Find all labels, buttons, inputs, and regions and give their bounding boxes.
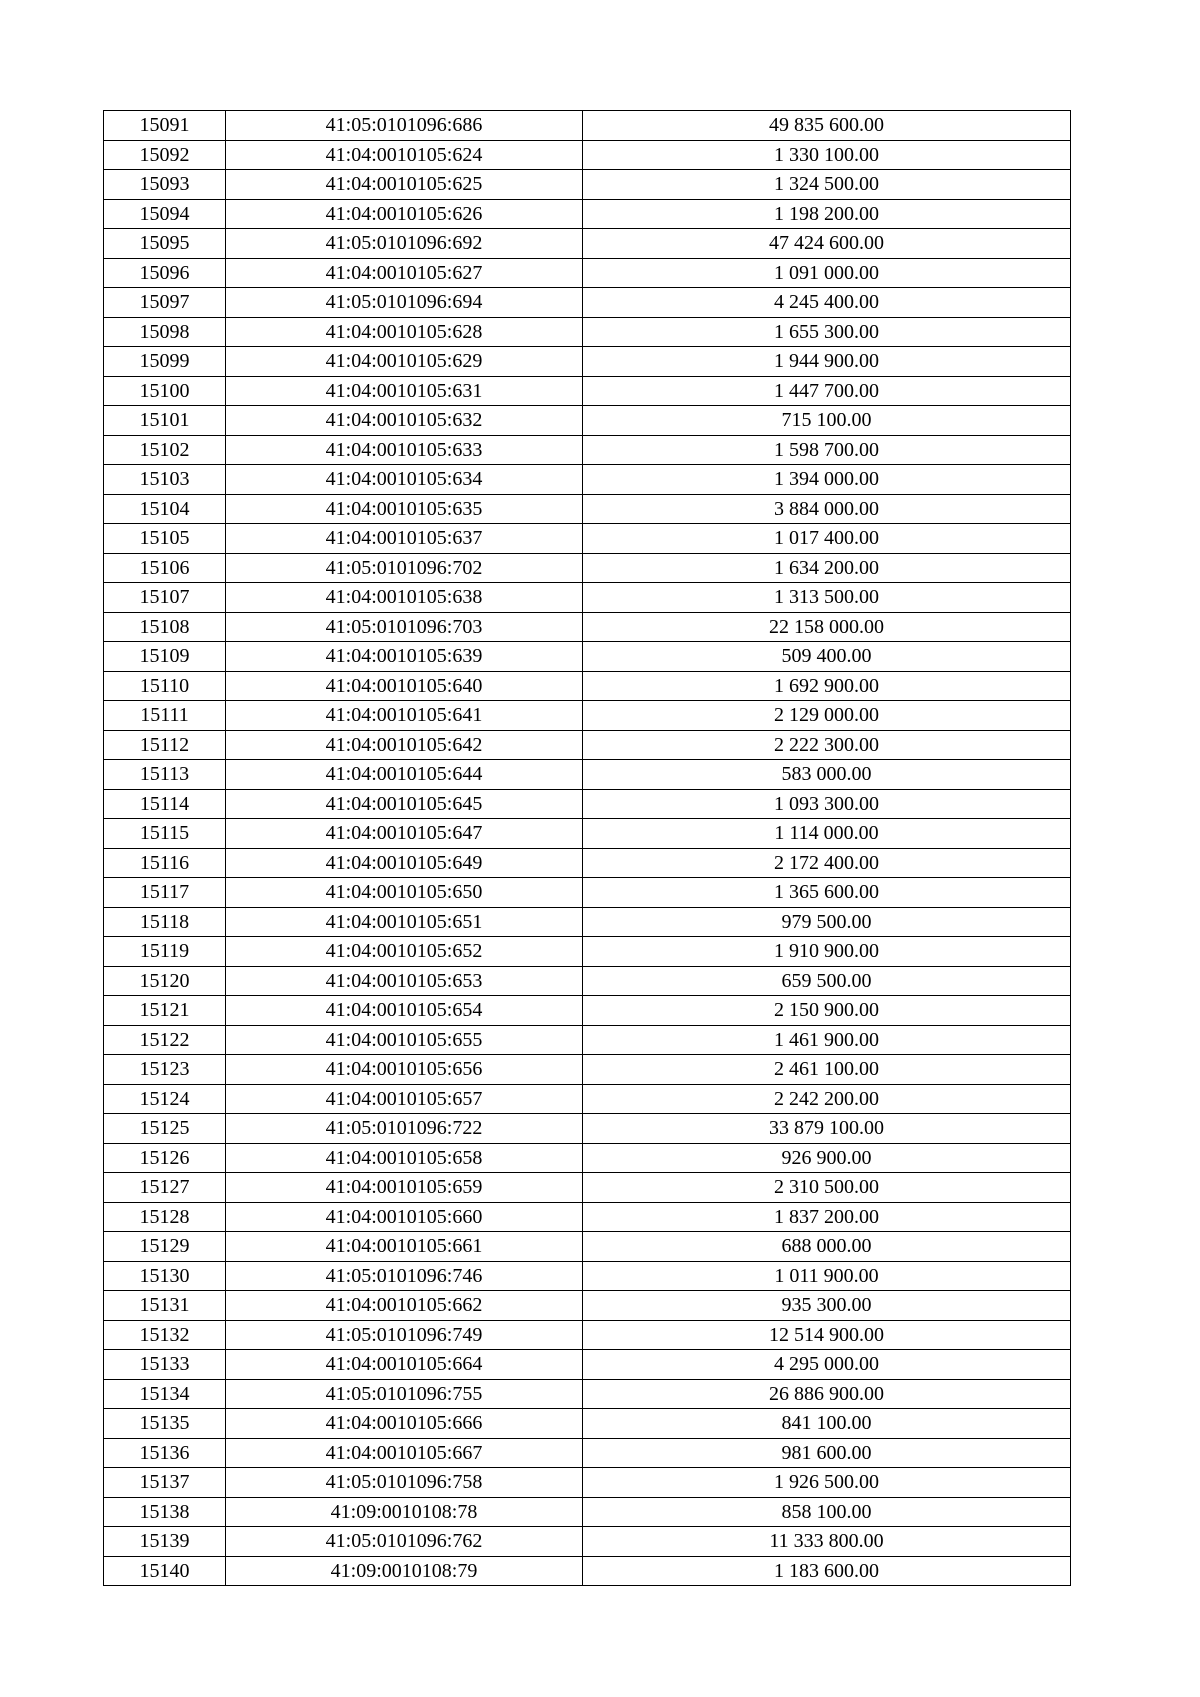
table-row [104,966,1071,996]
cadastral-number-cell: 41:04:0010105:633 [226,435,583,465]
cadastral-value-cell: 935 300.00 [583,1291,1071,1321]
cadastral-number-cell: 41:05:0101096:746 [226,1261,583,1291]
cadastral-number-cell: 41:04:0010105:647 [226,819,583,849]
cadastral-number-cell: 41:04:0010105:629 [226,347,583,377]
row-number-cell: 15091 [104,111,226,141]
row-number-cell: 15099 [104,347,226,377]
table-row [104,1232,1071,1262]
table-row [104,642,1071,672]
cadastral-number-cell: 41:09:0010108:79 [226,1556,583,1586]
cadastral-value-cell: 1 944 900.00 [583,347,1071,377]
cadastral-number-cell: 41:04:0010105:651 [226,907,583,937]
table-row [104,907,1071,937]
table-row [104,140,1071,170]
cadastral-number-cell: 41:05:0101096:755 [226,1379,583,1409]
table-row [104,612,1071,642]
row-number-cell: 15133 [104,1350,226,1380]
row-number-cell: 15121 [104,996,226,1026]
cadastral-number-cell: 41:05:0101096:694 [226,288,583,318]
cadastral-value-cell: 2 150 900.00 [583,996,1071,1026]
cadastral-number-cell: 41:04:0010105:658 [226,1143,583,1173]
cadastral-value-cell: 12 514 900.00 [583,1320,1071,1350]
cadastral-value-cell: 688 000.00 [583,1232,1071,1262]
cadastral-value-cell: 47 424 600.00 [583,229,1071,259]
cadastral-number-cell: 41:04:0010105:641 [226,701,583,731]
table-row [104,229,1071,259]
table-row [104,819,1071,849]
table-row [104,1261,1071,1291]
row-number-cell: 15125 [104,1114,226,1144]
table-row [104,288,1071,318]
row-number-cell: 15115 [104,819,226,849]
row-number-cell: 15116 [104,848,226,878]
cadastral-value-cell: 2 222 300.00 [583,730,1071,760]
row-number-cell: 15113 [104,760,226,790]
table-row [104,937,1071,967]
cadastral-value-cell: 981 600.00 [583,1438,1071,1468]
cadastral-number-cell: 41:04:0010105:649 [226,848,583,878]
cadastral-value-cell: 1 634 200.00 [583,553,1071,583]
row-number-cell: 15118 [104,907,226,937]
cadastral-value-cell: 1 093 300.00 [583,789,1071,819]
cadastral-value-cell: 1 011 900.00 [583,1261,1071,1291]
row-number-cell: 15138 [104,1497,226,1527]
cadastral-value-cell: 715 100.00 [583,406,1071,436]
table-row [104,1084,1071,1114]
table-row [104,996,1071,1026]
cadastral-number-cell: 41:04:0010105:664 [226,1350,583,1380]
cadastral-number-cell: 41:09:0010108:78 [226,1497,583,1527]
table-row [104,406,1071,436]
cadastral-number-cell: 41:04:0010105:662 [226,1291,583,1321]
table-row [104,553,1071,583]
cadastral-value-cell: 2 310 500.00 [583,1173,1071,1203]
cadastral-number-cell: 41:05:0101096:762 [226,1527,583,1557]
cadastral-number-cell: 41:04:0010105:639 [226,642,583,672]
cadastral-number-cell: 41:04:0010105:625 [226,170,583,200]
cadastral-value-cell: 1 461 900.00 [583,1025,1071,1055]
table-row [104,170,1071,200]
row-number-cell: 15120 [104,966,226,996]
cadastral-value-cell: 2 461 100.00 [583,1055,1071,1085]
table-row [104,1350,1071,1380]
cadastral-value-cell: 2 172 400.00 [583,848,1071,878]
row-number-cell: 15094 [104,199,226,229]
cadastral-number-cell: 41:04:0010105:661 [226,1232,583,1262]
row-number-cell: 15129 [104,1232,226,1262]
table-row [104,1409,1071,1439]
row-number-cell: 15119 [104,937,226,967]
cadastral-value-cell: 4 245 400.00 [583,288,1071,318]
row-number-cell: 15123 [104,1055,226,1085]
table-body [104,111,1071,1586]
cadastral-value-cell: 509 400.00 [583,642,1071,672]
cadastral-value-cell: 22 158 000.00 [583,612,1071,642]
row-number-cell: 15102 [104,435,226,465]
cadastral-number-cell: 41:04:0010105:626 [226,199,583,229]
table-row [104,1173,1071,1203]
row-number-cell: 15131 [104,1291,226,1321]
row-number-cell: 15098 [104,317,226,347]
cadastral-value-cell: 49 835 600.00 [583,111,1071,141]
cadastral-number-cell: 41:05:0101096:722 [226,1114,583,1144]
row-number-cell: 15108 [104,612,226,642]
cadastral-number-cell: 41:05:0101096:758 [226,1468,583,1498]
table-row [104,760,1071,790]
table-row [104,1438,1071,1468]
table-row [104,494,1071,524]
cadastral-number-cell: 41:04:0010105:628 [226,317,583,347]
table-row [104,1379,1071,1409]
row-number-cell: 15096 [104,258,226,288]
row-number-cell: 15127 [104,1173,226,1203]
row-number-cell: 15103 [104,465,226,495]
table-row [104,789,1071,819]
cadastral-number-cell: 41:04:0010105:631 [226,376,583,406]
row-number-cell: 15122 [104,1025,226,1055]
cadastral-value-cell: 1 926 500.00 [583,1468,1071,1498]
cadastral-number-cell: 41:04:0010105:638 [226,583,583,613]
row-number-cell: 15137 [104,1468,226,1498]
cadastral-value-table [103,110,1071,1586]
cadastral-value-cell: 926 900.00 [583,1143,1071,1173]
cadastral-number-cell: 41:04:0010105:657 [226,1084,583,1114]
cadastral-number-cell: 41:04:0010105:650 [226,878,583,908]
cadastral-value-cell: 1 394 000.00 [583,465,1071,495]
row-number-cell: 15092 [104,140,226,170]
cadastral-value-cell: 1 324 500.00 [583,170,1071,200]
cadastral-number-cell: 41:04:0010105:634 [226,465,583,495]
cadastral-number-cell: 41:04:0010105:627 [226,258,583,288]
row-number-cell: 15110 [104,671,226,701]
cadastral-number-cell: 41:05:0101096:692 [226,229,583,259]
cadastral-number-cell: 41:04:0010105:624 [226,140,583,170]
cadastral-number-cell: 41:04:0010105:667 [226,1438,583,1468]
row-number-cell: 15114 [104,789,226,819]
table-row [104,1025,1071,1055]
cadastral-value-cell: 4 295 000.00 [583,1350,1071,1380]
cadastral-value-cell: 659 500.00 [583,966,1071,996]
cadastral-value-cell: 858 100.00 [583,1497,1071,1527]
cadastral-number-cell: 41:04:0010105:652 [226,937,583,967]
table-row [104,435,1071,465]
cadastral-number-cell: 41:04:0010105:644 [226,760,583,790]
cadastral-number-cell: 41:05:0101096:703 [226,612,583,642]
row-number-cell: 15124 [104,1084,226,1114]
table-row [104,111,1071,141]
row-number-cell: 15128 [104,1202,226,1232]
row-number-cell: 15104 [104,494,226,524]
cadastral-value-cell: 1 910 900.00 [583,937,1071,967]
cadastral-value-cell: 1 114 000.00 [583,819,1071,849]
table-row [104,376,1071,406]
row-number-cell: 15112 [104,730,226,760]
table-row [104,1468,1071,1498]
table-row [104,848,1071,878]
cadastral-number-cell: 41:04:0010105:632 [226,406,583,436]
table-row [104,730,1071,760]
table-row [104,1114,1071,1144]
row-number-cell: 15134 [104,1379,226,1409]
row-number-cell: 15132 [104,1320,226,1350]
table-row [104,524,1071,554]
cadastral-number-cell: 41:05:0101096:686 [226,111,583,141]
table-row [104,671,1071,701]
row-number-cell: 15093 [104,170,226,200]
row-number-cell: 15100 [104,376,226,406]
table-row [104,1497,1071,1527]
row-number-cell: 15111 [104,701,226,731]
cadastral-value-cell: 979 500.00 [583,907,1071,937]
table-row [104,878,1071,908]
cadastral-number-cell: 41:04:0010105:635 [226,494,583,524]
row-number-cell: 15130 [104,1261,226,1291]
cadastral-value-cell: 1 198 200.00 [583,199,1071,229]
cadastral-value-cell: 11 333 800.00 [583,1527,1071,1557]
cadastral-number-cell: 41:04:0010105:656 [226,1055,583,1085]
row-number-cell: 15095 [104,229,226,259]
row-number-cell: 15105 [104,524,226,554]
cadastral-number-cell: 41:04:0010105:642 [226,730,583,760]
table-row [104,1202,1071,1232]
cadastral-number-cell: 41:04:0010105:659 [226,1173,583,1203]
table-row [104,317,1071,347]
cadastral-number-cell: 41:04:0010105:637 [226,524,583,554]
table-row [104,701,1071,731]
table-row [104,1527,1071,1557]
cadastral-value-cell: 2 242 200.00 [583,1084,1071,1114]
cadastral-value-cell: 1 692 900.00 [583,671,1071,701]
cadastral-value-cell: 1 837 200.00 [583,1202,1071,1232]
cadastral-number-cell: 41:04:0010105:640 [226,671,583,701]
cadastral-value-cell: 26 886 900.00 [583,1379,1071,1409]
cadastral-value-cell: 2 129 000.00 [583,701,1071,731]
cadastral-value-cell: 1 017 400.00 [583,524,1071,554]
table-row [104,347,1071,377]
cadastral-value-cell: 1 365 600.00 [583,878,1071,908]
row-number-cell: 15136 [104,1438,226,1468]
cadastral-number-cell: 41:04:0010105:645 [226,789,583,819]
cadastral-value-cell: 1 330 100.00 [583,140,1071,170]
cadastral-number-cell: 41:04:0010105:653 [226,966,583,996]
cadastral-number-cell: 41:04:0010105:655 [226,1025,583,1055]
row-number-cell: 15109 [104,642,226,672]
cadastral-value-cell: 1 091 000.00 [583,258,1071,288]
cadastral-value-cell: 1 183 600.00 [583,1556,1071,1586]
table-row [104,1143,1071,1173]
row-number-cell: 15139 [104,1527,226,1557]
row-number-cell: 15117 [104,878,226,908]
row-number-cell: 15107 [104,583,226,613]
table-row [104,199,1071,229]
row-number-cell: 15106 [104,553,226,583]
cadastral-number-cell: 41:04:0010105:654 [226,996,583,1026]
table-row [104,1556,1071,1586]
cadastral-value-cell: 33 879 100.00 [583,1114,1071,1144]
cadastral-value-cell: 1 598 700.00 [583,435,1071,465]
cadastral-value-cell: 1 313 500.00 [583,583,1071,613]
cadastral-value-cell: 841 100.00 [583,1409,1071,1439]
cadastral-number-cell: 41:05:0101096:749 [226,1320,583,1350]
cadastral-number-cell: 41:04:0010105:666 [226,1409,583,1439]
row-number-cell: 15097 [104,288,226,318]
cadastral-value-cell: 583 000.00 [583,760,1071,790]
cadastral-number-cell: 41:04:0010105:660 [226,1202,583,1232]
row-number-cell: 15140 [104,1556,226,1586]
cadastral-value-cell: 1 447 700.00 [583,376,1071,406]
cadastral-value-cell: 1 655 300.00 [583,317,1071,347]
table-row [104,465,1071,495]
table-row [104,1320,1071,1350]
table-row [104,1291,1071,1321]
table-row [104,583,1071,613]
cadastral-number-cell: 41:05:0101096:702 [226,553,583,583]
row-number-cell: 15126 [104,1143,226,1173]
row-number-cell: 15135 [104,1409,226,1439]
table-row [104,258,1071,288]
cadastral-value-cell: 3 884 000.00 [583,494,1071,524]
table-row [104,1055,1071,1085]
row-number-cell: 15101 [104,406,226,436]
